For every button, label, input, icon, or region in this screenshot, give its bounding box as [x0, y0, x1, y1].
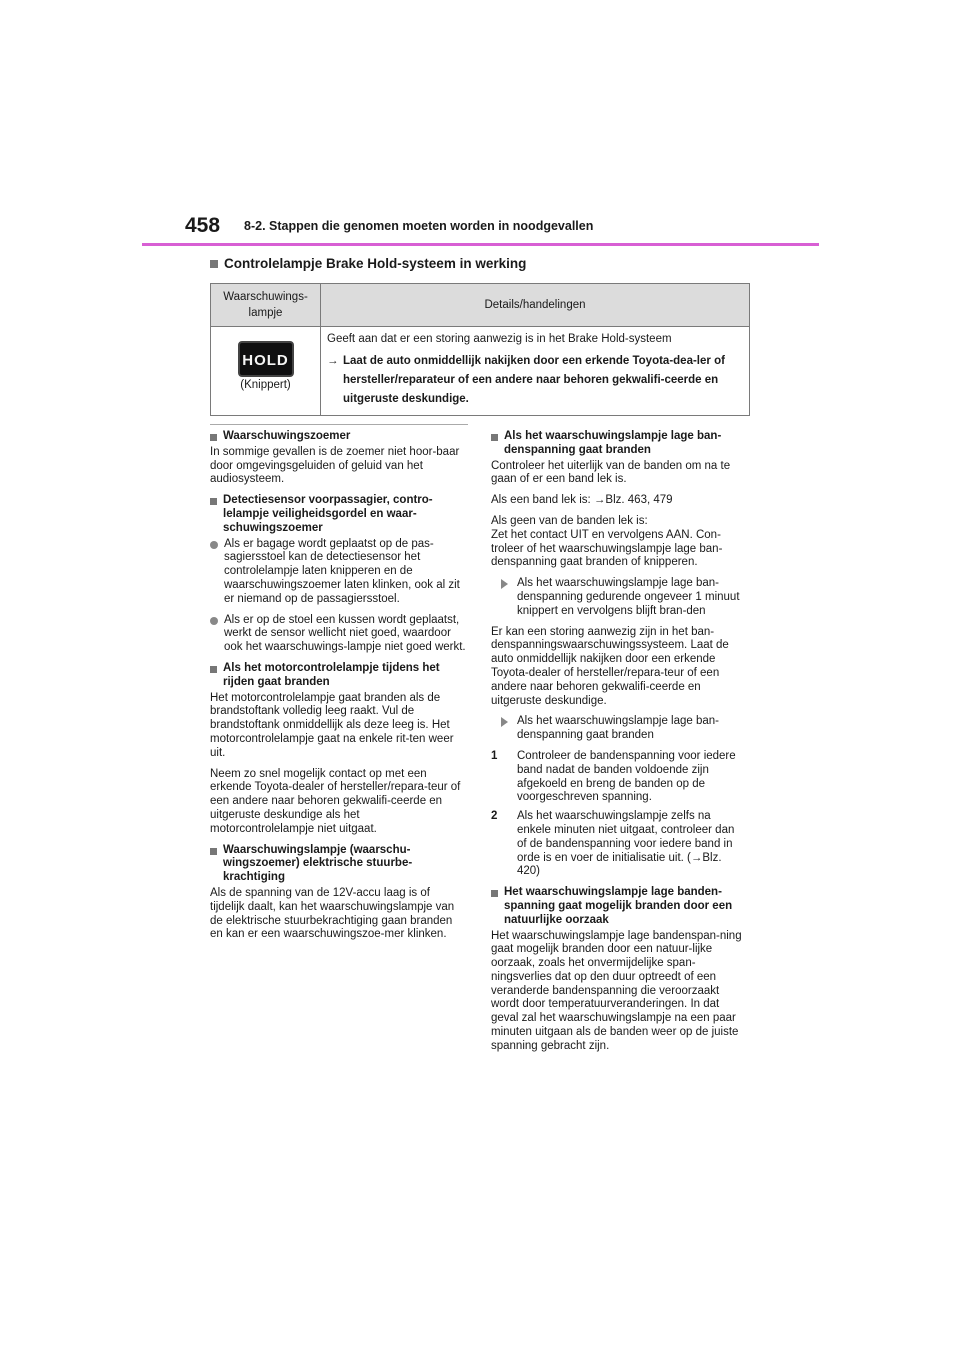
page-number: 458 [185, 214, 221, 237]
triangle-bullet-icon [501, 717, 508, 727]
table-row [211, 327, 750, 416]
col-header-lamp: Waarschuwings- lampje [211, 284, 321, 327]
paragraph: Controleer het uiterlijk van de banden om na te gaan of er een band lek is. [491, 459, 731, 486]
heading-text: Als het waarschuwingslampje lage ban-denspanning gaat branden [504, 430, 722, 456]
paragraph: Als de spanning van de 12V-accu laag is of tijdelijk daalt, kan het waarschuwingslampje van de elektrische stuurbekrachtiging gaan branden en kan er een waarschuwingszoe-mer klinken. [210, 886, 455, 941]
lamp-cell [211, 327, 321, 416]
sub-item [491, 577, 747, 618]
heading-text: Als het motorcontrolelampje tijdens het rijden gaat branden [223, 661, 440, 688]
round-bullet-icon [210, 617, 218, 625]
sub-item [491, 715, 747, 743]
square-bullet-icon [210, 260, 218, 268]
detail-action [327, 352, 743, 409]
paragraph: In sommige gevallen is de zoemer niet hoor-baar door omgevingsgeluiden of geluid van het audiosysteem. [210, 445, 460, 486]
heading-detectiesensor [210, 494, 466, 535]
numbered-step [491, 810, 747, 879]
step-number: 1 [491, 749, 498, 762]
numbered-step [491, 750, 747, 805]
paragraph: Er kan een storing aanwezig zijn in het ban-denspanningswaarschuwingssysteem. Laat de auto onmiddellijk nakijken door een erkende Toyota-dealer of hersteller/repara-teur of een andere naar behoren gekwalifi-ceerde en uitgeruste deskundige. [491, 625, 729, 707]
step-number: 2 [491, 810, 498, 823]
paragraph: Als een band lek is: →Blz. 463, 479 [491, 494, 673, 507]
hold-warning-light-icon: HOLD [238, 341, 294, 377]
triangle-bullet-icon [501, 579, 508, 589]
step-text: Controleer de bandenspanning voor iedere band nadat de banden voldoende zijn afgekoeld en breng de banden op de voorgeschreven spanning. [517, 749, 736, 804]
sub-item-text: Als het waarschuwingslampje lage ban-denspanning gaat branden [517, 715, 719, 742]
arrow-icon: → [327, 355, 339, 368]
round-bullet-icon [210, 541, 218, 549]
lamp-note: (Knippert) [240, 379, 291, 391]
heading-text: Waarschuwingslampje (waarschu-wingszoemer) elektrische stuurbe-krachtiging [223, 843, 413, 884]
heading-waarschuwingszoemer [210, 430, 466, 444]
heading-text: Detectiesensor voorpassagier, contro-lelampje veiligheidsgordel en waar-schuwingszoemer [223, 494, 433, 534]
col-header-details: Details/handelingen [321, 284, 750, 327]
square-bullet-icon [210, 848, 217, 855]
table-header-row [211, 284, 750, 327]
paragraph: Het waarschuwingslampje lage bandenspan-ning gaat mogelijk branden door een natuur-lijke oorzaak, zoals het onvermijdelijke span-ningsverlies dat op den duur optreedt of een veranderde bandenspanning die veroorzaakt wordt door temperatuurveranderingen. In dat geval zal het waarschuwingslampje na een paar minuten uitgaan als de banden weer op de juiste spanning gebracht zijn. [491, 929, 742, 1052]
detail-action-text: Laat de auto onmiddellijk nakijken door een erkende Toyota-dea-ler of hersteller/reparateur of een andere naar behoren gekwalifi-ceerde en uitgeruste deskundige. [343, 355, 725, 406]
paragraph: Neem zo snel mogelijk contact op met een erkende Toyota-dealer of hersteller/repara-teur of een andere naar behoren gekwalifi-ceerde en uitgeruste deskundige als het motorcontrolelampje niet uitgaat. [210, 767, 461, 835]
left-column [210, 430, 466, 949]
details-cell [321, 327, 750, 416]
section-title-text: Controlelampje Brake Hold-systeem in werking [224, 256, 527, 271]
detail-text: Geeft aan dat er een storing aanwezig is in het Brake Hold-systeem [327, 333, 672, 345]
warning-table [210, 283, 750, 416]
paragraph: Het motorcontrolelampje gaat branden als de brandstoftank volledig leeg raakt. Vul de brandstoftank onmiddellijk als deze leeg is. Het motorcontrolelampje gaat na enkele rit-ten weer uit. [210, 691, 454, 759]
heading-motorcontrolelampje [210, 662, 466, 690]
list-item [210, 538, 466, 607]
right-column [491, 430, 747, 1061]
list-item-text: Als er bagage wordt geplaatst op de pas-sagiersstoel kan de detectiesensor het controlelampje laten knipperen en de waarschuwingszoemer laten klinken, ook al zit er niemand op de passagiersstoel. [224, 537, 460, 605]
column-divider-rule [210, 424, 468, 425]
sub-item-text: Als het waarschuwingslampje lage ban-denspanning gedurende ongeveer 1 minuut knippert en vervolgens blijft bran-den [517, 577, 740, 617]
square-bullet-icon [210, 434, 217, 441]
step-text: Als het waarschuwingslampje zelfs na enkele minuten niet uitgaat, controleer dan of de bandenspanning voor iedere band in orde is en voer de initialisatie uit. (→Blz. 420) [517, 810, 735, 878]
square-bullet-icon [491, 890, 498, 897]
section-title [210, 256, 526, 271]
chapter-title: 8-2. Stappen die genomen moeten worden in noodgevallen [244, 219, 594, 233]
header-rule [142, 243, 819, 246]
paragraph: Als geen van de banden lek is: Zet het contact UIT en vervolgens AAN. Con-troleer of het waarschuwingslampje lage ban-denspanning gaat branden of knipperen. [491, 514, 723, 569]
square-bullet-icon [210, 498, 217, 505]
heading-text: Waarschuwingszoemer [223, 430, 351, 442]
list-item [210, 614, 466, 655]
heading-lage-bandenspanning [491, 430, 747, 458]
heading-stuurbekrachtiging [210, 844, 466, 885]
heading-text: Het waarschuwingslampje lage banden-spanning gaat mogelijk branden door een natuurlijke oorzaak [504, 886, 733, 926]
list-item-text: Als er op de stoel een kussen wordt geplaatst, werkt de sensor wellicht niet goed, waardoor ook het waarschuwings-lampje niet goed werkt. [224, 613, 466, 654]
square-bullet-icon [491, 434, 498, 441]
square-bullet-icon [210, 666, 217, 673]
heading-natuurlijke-oorzaak [491, 886, 747, 927]
